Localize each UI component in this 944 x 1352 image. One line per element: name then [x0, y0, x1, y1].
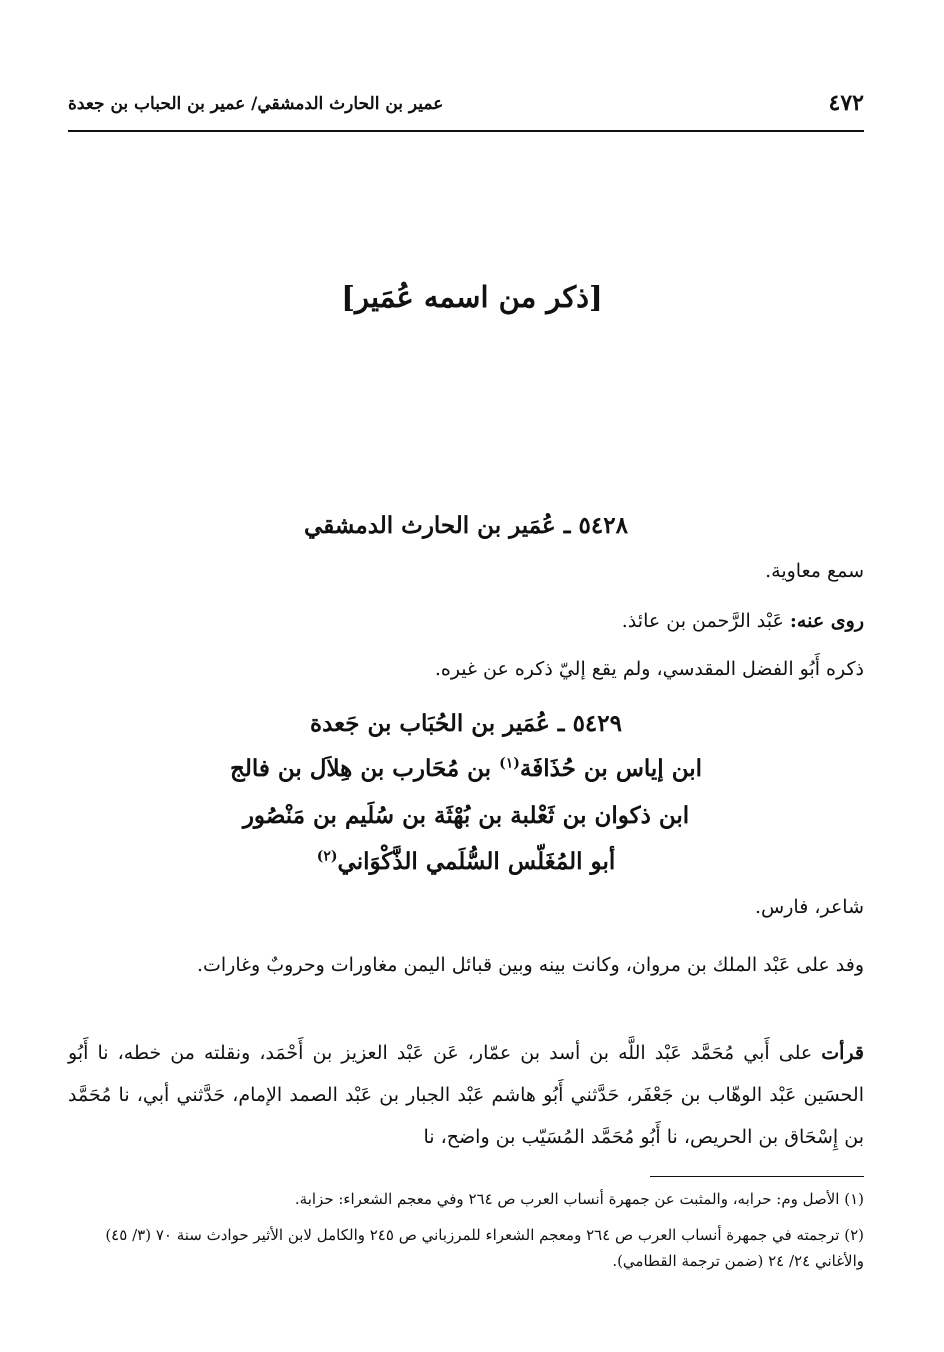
footnote-divider — [650, 1176, 864, 1177]
footnote-ref-1: (١) — [499, 755, 520, 772]
narrators-text: عَبْد الرَّحمن بن عائذ. — [621, 610, 790, 632]
footnote-1-text: الأصل وم: حرابه، والمثبت عن جمهرة أنساب العرب ص ٢٦٤ وفي معجم الشعراء: حزابة. — [294, 1190, 840, 1208]
footnote-ref-2: (٢) — [316, 848, 338, 865]
entry-5428-line-2 — [68, 610, 864, 632]
narrators-label: روى عنه: — [789, 610, 864, 632]
entry-5429-heading-line-3: ابن ذكوان بن ثَعْلبة بن بُهْثَة بن سُلَيم بن مَنْصُور — [242, 802, 690, 829]
lineage-part-a: ابن إياس بن حُذَافَة — [519, 755, 703, 782]
entry-5429-heading-line-2 — [68, 755, 864, 782]
read-label: قرأت — [821, 1042, 864, 1064]
page-header — [68, 86, 864, 132]
entry-5429-paragraph-2 — [68, 1032, 864, 1158]
footnote-1 — [68, 1190, 864, 1208]
entry-5429-paragraph-1: وفد على عَبْد الملك بن مروان، وكانت بينه وبين قبائل اليمن مغاورات وحروبٌ وغارات. — [196, 954, 864, 976]
kunya-name: أبو المُغَلّس السُّلَمي الذَّكْوَاني — [337, 848, 616, 875]
lineage-part-b: بن مُحَارب بن هِلاَل بن فالج — [229, 755, 500, 782]
footnote-2-marker: (٢) — [844, 1226, 864, 1244]
isnad-text: على أَبي مُحَمَّد عَبْد اللَّه بن أسد بن عمّار، عَن عَبْد العزيز بن أَحْمَد، ونقلته من خطه، نا أَبُو الحسَين عَبْد الوهّاب بن جَعْفَر، حَدَّثني أَبُو هاشم عَبْد الجبار بن عَبْد الصمد الإمام، حَدَّثني أبي، نا مُحَمَّد بن إِسْحَاق بن الحريص، نا أَبُو مُحَمَّد المُسَيّب بن واضح، نا — [68, 1042, 864, 1148]
section-title: [ذكر من اسمه عُمَير] — [341, 280, 603, 314]
entry-5428-line-1: سمع معاوية. — [765, 560, 864, 582]
entry-5429-line-1: شاعر، فارس. — [755, 896, 864, 918]
entry-5428-line-3: ذكره أَبُو الفضل المقدسي، ولم يقع إليّ ذكره عن غيره. — [434, 658, 864, 680]
footnote-1-marker: (١) — [844, 1190, 864, 1208]
entry-5429-heading-line-1: ٥٤٢٩ ـ عُمَير بن الحُبَاب بن جَعدة — [310, 710, 622, 737]
footnote-2 — [68, 1222, 864, 1274]
page-number: ٤٧٢ — [828, 90, 864, 116]
footnote-2-text: ترجمته في جمهرة أنساب العرب ص ٢٦٤ ومعجم الشعراء للمرزباني ص ٢٤٥ والكامل لابن الأثير حوادث سنة ٧٠ (٣/ ٤٥) والأغاني ٢٤/ ٢٤ (ضمن ترجمة القطامي). — [105, 1226, 864, 1270]
running-title: عمير بن الحارث الدمشقي/ عمير بن الحباب بن جعدة — [68, 94, 444, 114]
entry-5429-heading-line-4 — [68, 848, 864, 875]
entry-5428-heading: ٥٤٢٨ ـ عُمَير بن الحارث الدمشقي — [304, 512, 628, 539]
